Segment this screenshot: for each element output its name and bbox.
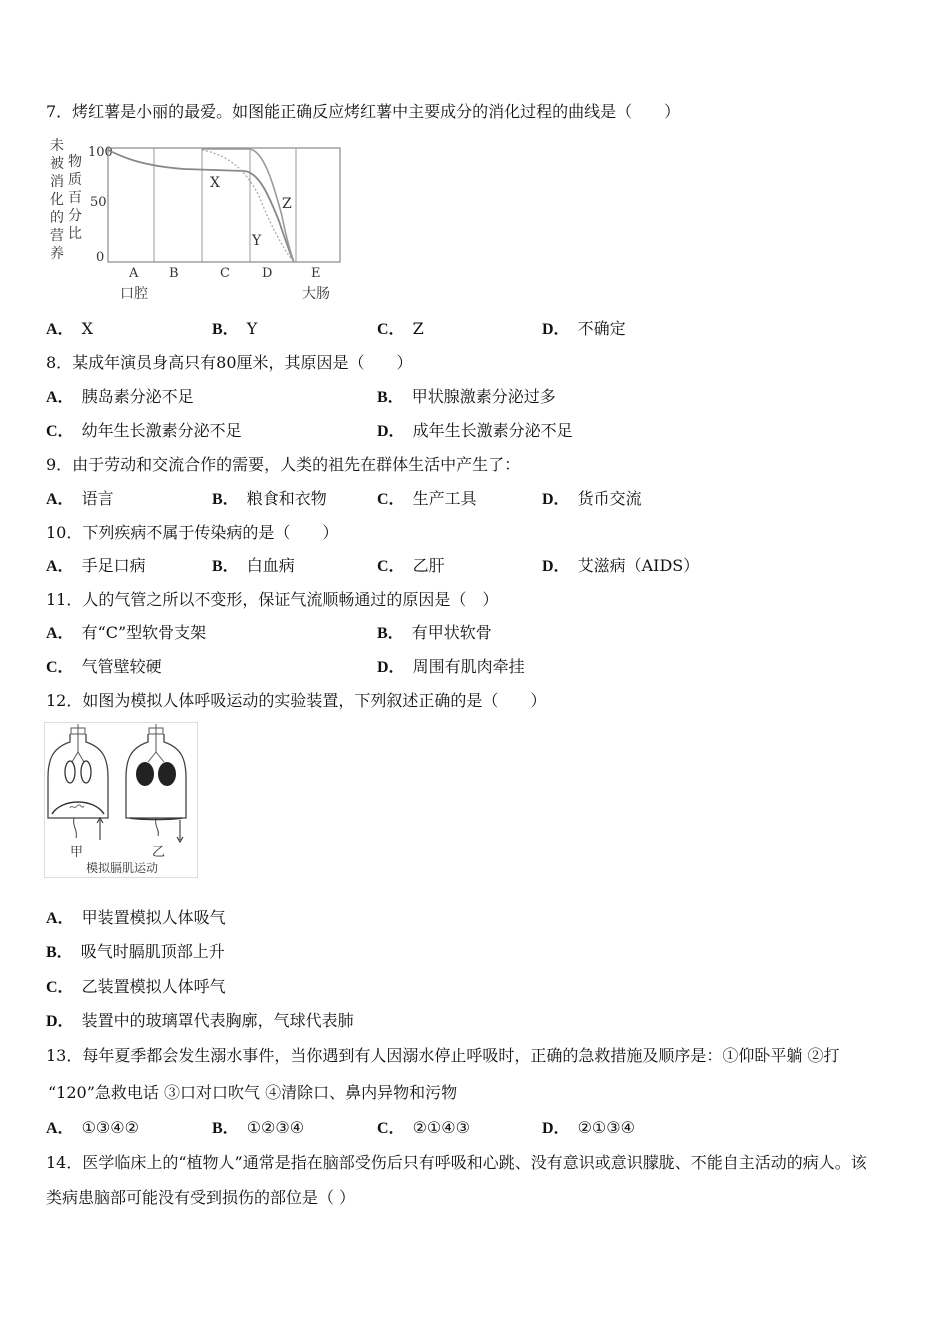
q10-option-a[interactable]: A． 手足口病 xyxy=(46,556,146,575)
curve-z xyxy=(202,149,294,262)
q11-option-c[interactable]: C． 气管壁较硬 xyxy=(46,657,162,676)
ytick-50: 50 xyxy=(90,195,107,210)
ylabel-left-char: 未 xyxy=(50,138,64,154)
curve-y xyxy=(202,150,294,262)
q8-option-d[interactable]: D． 成年生长激素分泌不足 xyxy=(377,421,573,440)
figure-caption: 模拟膈肌运动 xyxy=(86,861,159,875)
q9-option-c[interactable]: C． 生产工具 xyxy=(377,489,477,508)
ylabel-right-char: 百 xyxy=(68,190,82,206)
xtick-c: C xyxy=(220,266,230,281)
xtick-d: D xyxy=(262,266,273,281)
ylabel-right-char: 分 xyxy=(68,208,82,224)
figure-label-yi: 乙 xyxy=(152,845,166,860)
bell-jar-yi xyxy=(126,724,186,842)
q13-option-c[interactable]: C． ②①④③ xyxy=(377,1118,470,1137)
q10-option-d[interactable]: D． 艾滋病（AIDS） xyxy=(542,556,700,575)
q7-option-c[interactable]: C． Z xyxy=(377,319,424,338)
ytick-100: 100 xyxy=(88,145,113,160)
q7-chart xyxy=(44,136,354,306)
plot-frame xyxy=(108,148,340,262)
ylabel-right-char: 质 xyxy=(68,172,82,188)
curve-label-z: Z xyxy=(282,196,292,212)
q13-stem-line1: 13．每年夏季都会发生溺水事件，当你遇到有人因溺水停止呼吸时，正确的急救措施及顺序是：①仰卧平躺 ②打 xyxy=(46,1046,840,1065)
x-start-label: 口腔 xyxy=(120,286,148,302)
q7-ylabel-left xyxy=(50,137,64,262)
q12-option-b[interactable]: B． 吸气时膈肌顶部上升 xyxy=(46,942,225,961)
figure-label-jia: 甲 xyxy=(70,845,84,860)
x-end-label: 大肠 xyxy=(302,286,330,302)
q12-stem: 12．如图为模拟人体呼吸运动的实验装置，下列叙述正确的是（ ） xyxy=(46,691,547,710)
ytick-0: 0 xyxy=(96,250,105,265)
q11-option-b[interactable]: B． 有甲状软骨 xyxy=(377,623,492,642)
q12-option-d[interactable]: D． 装置中的玻璃罩代表胸廓，气球代表肺 xyxy=(46,1011,354,1030)
xtick-a: A xyxy=(129,266,139,281)
ylabel-right-char: 物 xyxy=(68,154,82,170)
q10-stem: 10．下列疾病不属于传染病的是（ ） xyxy=(46,523,339,542)
q7-option-b[interactable]: B． Y xyxy=(212,319,258,338)
xtick-e: E xyxy=(311,266,321,281)
q12-option-a[interactable]: A． 甲装置模拟人体吸气 xyxy=(46,908,226,927)
q13-option-d[interactable]: D． ②①③④ xyxy=(542,1118,635,1137)
q9-option-a[interactable]: A． 语言 xyxy=(46,489,114,508)
q7-option-a[interactable]: A． X xyxy=(46,319,93,338)
figure-border xyxy=(45,723,198,878)
q12-figure xyxy=(44,722,198,878)
ylabel-left-char: 营 xyxy=(50,228,64,244)
curve-label-x: X xyxy=(210,175,220,191)
q11-option-d[interactable]: D． 周围有肌肉牵挂 xyxy=(377,657,525,676)
q8-option-b[interactable]: B． 甲状腺激素分泌过多 xyxy=(377,387,556,406)
q13-option-b[interactable]: B． ①②③④ xyxy=(212,1118,305,1137)
q8-option-a[interactable]: A． 胰岛素分泌不足 xyxy=(46,387,194,406)
q11-stem: 11．人的气管之所以不变形，保证气流顺畅通过的原因是（ ） xyxy=(46,590,499,609)
xtick-b: B xyxy=(169,266,179,281)
q12-option-c[interactable]: C． 乙装置模拟人体呼气 xyxy=(46,977,226,996)
q14-stem-line2: 类病患脑部可能没有受到损伤的部位是（ ） xyxy=(46,1188,356,1207)
q10-option-c[interactable]: C． 乙肝 xyxy=(377,556,445,575)
q9-option-d[interactable]: D． 货币交流 xyxy=(542,489,642,508)
q11-option-a[interactable]: A． 有“C”型软骨支架 xyxy=(46,623,207,642)
q9-option-b[interactable]: B． 粮食和衣物 xyxy=(212,489,327,508)
ylabel-left-char: 消 xyxy=(50,174,64,190)
q7-stem: 7．烤红薯是小丽的最爱。如图能正确反应烤红薯中主要成分的消化过程的曲线是（ ） xyxy=(46,102,681,121)
curve-label-y: Y xyxy=(252,233,262,249)
bell-jar-jia xyxy=(48,724,108,840)
q7-ylabel-right xyxy=(68,153,82,242)
q8-option-c[interactable]: C． 幼年生长激素分泌不足 xyxy=(46,421,242,440)
ylabel-left-char: 化 xyxy=(50,192,64,208)
q13-stem-line2: “120”急救电话 ③口对口吹气 ④清除口、鼻内异物和污物 xyxy=(48,1083,458,1102)
ylabel-right-char: 比 xyxy=(68,226,82,242)
q8-stem: 8．某成年演员身高只有80厘米，其原因是（ ） xyxy=(46,353,413,372)
ylabel-left-char: 被 xyxy=(50,156,64,172)
ylabel-left-char: 养 xyxy=(50,246,64,262)
ylabel-left-char: 的 xyxy=(50,210,64,226)
q7-option-d[interactable]: D． 不确定 xyxy=(542,319,626,338)
q13-option-a[interactable]: A． ①③④② xyxy=(46,1118,139,1137)
q9-stem: 9．由于劳动和交流合作的需要，人类的祖先在群体生活中产生了： xyxy=(46,455,521,474)
q10-option-b[interactable]: B． 白血病 xyxy=(212,556,295,575)
q14-stem-line1: 14．医学临床上的“植物人”通常是指在脑部受伤后只有呼吸和心跳、没有意识或意识朦胧、不能自主活动的病人。该 xyxy=(46,1153,867,1172)
